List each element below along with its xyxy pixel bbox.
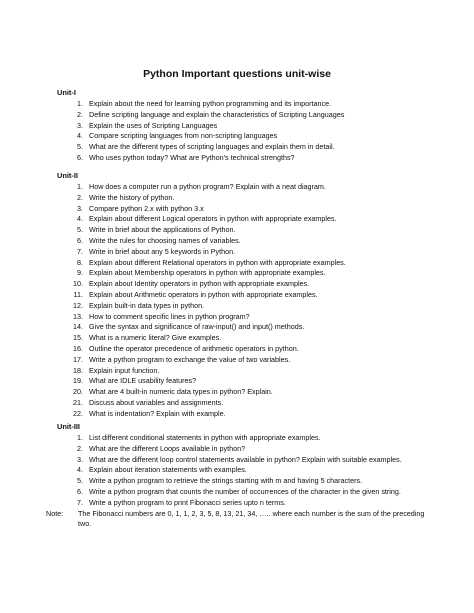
list-item: 22. What is indentation? Explain with example.: [73, 408, 226, 418]
list-item: 10. Explain about Identity operators in python with appropriate examples.: [73, 279, 310, 289]
list-item: 1. How does a computer run a python program? Explain with a neat diagram.: [77, 182, 326, 191]
unit-2-question-list: [57, 182, 427, 420]
unit-heading: Unit-II: [57, 171, 78, 180]
list-item: 21. Discuss about variables and assignments.: [73, 397, 224, 407]
list-item: 13. How to comment specific lines in python program?: [73, 311, 250, 321]
note-text: The Fibonacci numbers are 0, 1, 1, 2, 3, 5, 8, 13, 21, 34, ….. where each number is the sum of the preceding two.: [78, 508, 425, 529]
page-title: Python Important questions unit-wise: [143, 68, 331, 80]
list-item: 1. List different conditional statements in python with appropriate examples.: [77, 433, 321, 442]
unit-heading: Unit-III: [57, 422, 80, 431]
list-item: 6. Who uses python today? What are Python's technical strengths?: [77, 152, 295, 162]
list-item: 15. What is a numeric literal? Give examples.: [73, 333, 222, 343]
list-item: 5. Write a python program to retrieve the strings starting with m and having 5 characters.: [77, 476, 363, 486]
list-item: 3. What are the different loop control statements available in python? Explain with suitable examples.: [77, 454, 402, 464]
list-item: 3. Explain the uses of Scripting Languages: [77, 120, 218, 130]
list-item: 4. Explain about iteration statements with examples.: [77, 465, 247, 475]
list-item: 6. Write a python program that counts the number of occurrences of the character in the given string.: [77, 486, 401, 496]
list-item: 19. What are IDLE usability features?: [73, 376, 197, 386]
list-item: 6. Write the rules for choosing names of variables.: [77, 235, 241, 245]
list-item: 1. Explain about the need for learning python programming and its importance.: [77, 99, 332, 108]
list-item: 3. Compare python 2.x with python 3.x: [77, 203, 204, 213]
unit-1-section: [57, 88, 427, 164]
list-item: 2. What are the different Loops available in python?: [77, 443, 246, 453]
list-item: 2. Define scripting language and explain the characteristics of Scripting Languages: [77, 109, 345, 119]
note-label: Note:: [46, 508, 64, 518]
list-item: 9. Explain about Membership operators in python with appropriate examples.: [77, 268, 326, 278]
unit-3-section: [46, 422, 427, 530]
list-item: 4. Compare scripting languages from non-scripting languages: [77, 131, 278, 141]
list-item: 7. Write in brief about any 5 keywords in Python.: [77, 246, 236, 256]
list-item: 2. Write the history of python.: [77, 192, 175, 202]
list-item: 14. Give the syntax and significance of raw-input() and input() methods.: [73, 322, 305, 332]
unit-3-question-list: [57, 433, 427, 509]
list-item: 5. Write in brief about the applications of Python.: [77, 225, 236, 235]
list-item: 4. Explain about different Logical operators in python with appropriate examples.: [77, 214, 337, 224]
unit-heading: Unit-I: [57, 88, 76, 97]
list-item: 7. Write a python program to print Fibonacci series upto n terms.: [77, 497, 286, 507]
list-item: 20. What are 4 built-in numeric data types in python? Explain.: [73, 387, 273, 397]
list-item: 16. Outline the operator precedence of arithmetic operators in python.: [73, 343, 299, 353]
unit-1-question-list: [57, 99, 427, 164]
list-item: 8. Explain about different Relational operators in python with appropriate examples.: [77, 257, 346, 267]
list-item: 18. Explain input function.: [73, 365, 160, 375]
list-item: 11. Explain about Arithmetic operators in python with appropriate examples.: [73, 289, 318, 299]
unit-2-section: [57, 171, 427, 420]
list-item: 12. Explain built-in data types in python.: [73, 300, 205, 310]
list-item: 5. What are the different types of scripting languages and explain them in detail.: [77, 142, 335, 152]
list-item: 17. Write a python program to exchange the value of two variables.: [73, 354, 291, 364]
fibonacci-note: [46, 509, 427, 531]
